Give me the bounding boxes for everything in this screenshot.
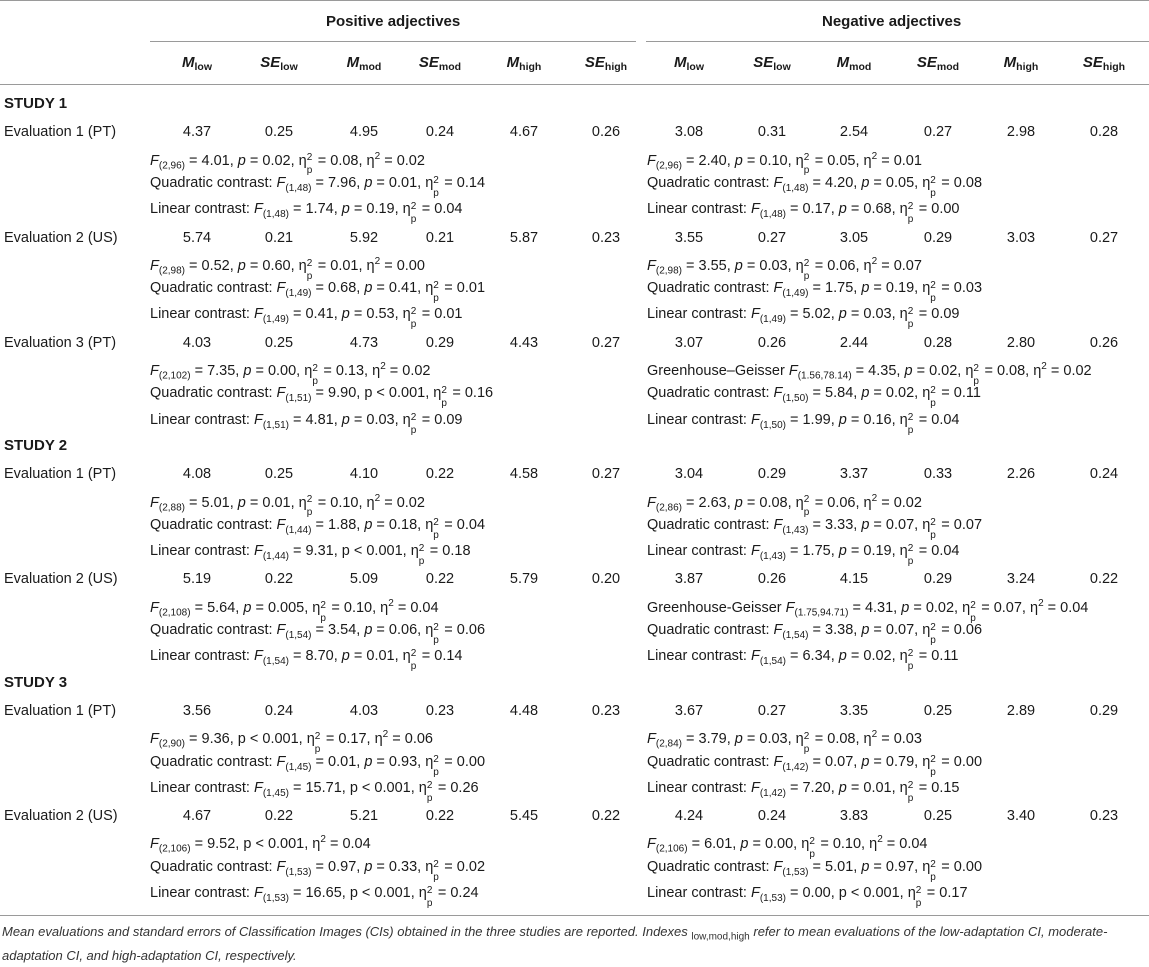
table-cell-value: 0.21 <box>425 229 455 246</box>
stat-test-negative: Linear contrast: $F_{(1,49)} = 5.02$, p = 0.03, η 2 p = 0.09 <box>647 306 960 331</box>
table-cell-value: 0.23 <box>1089 808 1119 825</box>
stat-test-positive: Linear contrast: $F_{(1,51)} = 4.81$, p = 0.03, η 2 p = 0.09 <box>150 411 463 436</box>
table-cell-value: 0.24 <box>1089 466 1119 483</box>
table-cell-value: 2.54 <box>839 124 869 141</box>
table-cell-value: 3.24 <box>1006 571 1036 588</box>
table-cell-value: 5.92 <box>349 229 379 246</box>
stat-test-positive: Quadratic contrast: $F_{(1,53)} = 0.97$, p = 0.33, η 2 p = 0.02 <box>150 858 486 883</box>
table-cell-value: 0.29 <box>923 571 953 588</box>
stat-test-positive: Quadratic contrast: $F_{(1,48)} = 7.96$, p = 0.01, η 2 p = 0.14 <box>150 174 486 199</box>
stat-test-negative: $F_{(2,86)} = 2.63$, p = 0.08, η 2 p = 0.06, $\eta^2 = 0.02$ <box>647 492 922 519</box>
stat-test-positive: Linear contrast: $F_{(1,49)} = 0.41$, p = 0.53, η 2 p = 0.01 <box>150 306 463 331</box>
table-cell-value: 0.23 <box>591 229 621 246</box>
table-cell-value: 4.03 <box>349 702 379 719</box>
column-header: $M_{mod}$ <box>836 54 872 73</box>
stat-test-positive: Linear contrast: $F_{(1,44)} = 9.31$, p < 0.001, η 2 p = 0.18 <box>150 543 471 568</box>
table-cell-value: 3.55 <box>674 229 704 246</box>
table-cell-value: 2.44 <box>839 334 869 351</box>
table-cell-value: 0.29 <box>1089 702 1119 719</box>
stat-test-positive: Quadratic contrast: $F_{(1,54)} = 3.54$, p = 0.06, η 2 p = 0.06 <box>150 622 486 646</box>
table-cell-value: 0.27 <box>757 229 787 246</box>
stat-test-negative: Greenhouse-Geisser $F_{(1.75,94.71)} = 4.31$, p = 0.02, η 2 p = 0.07, $\eta^2 = 0.04$ <box>647 597 1089 624</box>
table-cell-value: 0.25 <box>264 124 294 141</box>
column-header: $SE_{mod}$ <box>916 54 960 73</box>
table-cell-value: 3.37 <box>839 466 869 483</box>
table-cell-value: 3.67 <box>674 702 704 719</box>
table-cell-value: 0.23 <box>591 702 621 719</box>
table-cell-value: 0.24 <box>425 124 455 141</box>
table-cell-value: 5.09 <box>349 571 379 588</box>
stat-test-negative: Quadratic contrast: $F_{(1,50)} = 5.84$, p = 0.02, η 2 p = 0.11 <box>647 385 981 410</box>
table-cell-value: 4.43 <box>509 334 539 351</box>
stat-test-positive: $F_{(2,88)} = 5.01$, p = 0.01, η 2 p = 0.10, $\eta^2 = 0.02$ <box>150 492 425 519</box>
stat-test-negative: $F_{(2,106)} = 6.01$, p = 0.00, η 2 p = 0.10, $\eta^2 = 0.04$ <box>647 834 928 861</box>
top-rule <box>0 0 1149 1</box>
stat-test-positive: Quadratic contrast: $F_{(1,51)} = 9.90$, p < 0.001, η 2 p = 0.16 <box>150 385 494 410</box>
evaluation-label: Evaluation 2 (US) <box>4 571 118 588</box>
column-header: $SE_{high}$ <box>1082 54 1126 73</box>
stat-test-positive: Linear contrast: $F_{(1,48)} = 1.74$, p = 0.19, η 2 p = 0.04 <box>150 201 463 226</box>
table-cell-value: 4.37 <box>182 124 212 141</box>
table-cell-value: 4.95 <box>349 124 379 141</box>
evaluation-label: Evaluation 2 (US) <box>4 229 118 246</box>
table-cell-value: 0.22 <box>591 808 621 825</box>
table-cell-value: 3.40 <box>1006 808 1036 825</box>
table-cell-value: 3.04 <box>674 466 704 483</box>
study-heading: STUDY 2 <box>4 436 68 454</box>
table-cell-value: 0.29 <box>757 466 787 483</box>
column-header: $M_{high}$ <box>1003 54 1039 73</box>
table-cell-value: 0.26 <box>1089 334 1119 351</box>
table-cell-value: 0.25 <box>264 466 294 483</box>
table-cell-value: 0.24 <box>264 702 294 719</box>
stat-test-negative: Quadratic contrast: $F_{(1,53)} = 5.01$, p = 0.97, η 2 p = 0.00 <box>647 858 983 883</box>
table-cell-value: 2.89 <box>1006 702 1036 719</box>
table-cell-value: 0.29 <box>923 229 953 246</box>
table-cell-value: 3.05 <box>839 229 869 246</box>
table-cell-value: 0.23 <box>425 702 455 719</box>
table-cell-value: 4.73 <box>349 334 379 351</box>
column-header: $M_{low}$ <box>674 54 704 73</box>
column-header: $M_{low}$ <box>182 54 212 73</box>
stat-test-negative: Quadratic contrast: $F_{(1,48)} = 4.20$, p = 0.05, η 2 p = 0.08 <box>647 174 983 199</box>
stat-test-negative: Linear contrast: $F_{(1,43)} = 1.75$, p = 0.19, η 2 p = 0.04 <box>647 543 960 568</box>
stat-test-negative: Linear contrast: $F_{(1,54)} = 6.34$, p = 0.02, η 2 p = 0.11 <box>647 648 959 673</box>
table-cell-value: 4.08 <box>182 466 212 483</box>
stat-test-positive: Linear contrast: $F_{(1,53)} = 16.65$, p < 0.001, η 2 p = 0.24 <box>150 885 479 909</box>
table-cell-value: 4.67 <box>182 808 212 825</box>
stat-test-negative: $F_{(2,84)} = 3.79$, p = 0.03, η 2 p = 0.08, $\eta^2 = 0.03$ <box>647 729 922 756</box>
stat-test-negative: Quadratic contrast: $F_{(1,42)} = 0.07$, p = 0.79, η 2 p = 0.00 <box>647 753 983 778</box>
column-header: $SE_{high}$ <box>584 54 628 73</box>
stat-test-negative: Linear contrast: $F_{(1,50)} = 1.99$, p = 0.16, η 2 p = 0.04 <box>647 411 960 436</box>
table-cell-value: 0.22 <box>264 808 294 825</box>
stat-test-positive: $F_{(2,106)} = 9.52$, p < 0.001, $\eta^2 = 0.04$ <box>150 834 371 856</box>
table-cell-value: 5.21 <box>349 808 379 825</box>
group-header-positive: Positive adjectives <box>326 13 461 30</box>
study-heading: STUDY 1 <box>4 95 68 112</box>
stat-test-negative: $F_{(2,98)} = 3.55$, p = 0.03, η 2 p = 0.06, $\eta^2 = 0.07$ <box>647 255 922 282</box>
stat-test-negative: $F_{(2,96)} = 2.40$, p = 0.10, η 2 p = 0.05, $\eta^2 = 0.01$ <box>647 150 922 177</box>
table-cell-value: 3.03 <box>1006 229 1036 246</box>
column-header: $M_{high}$ <box>506 54 542 73</box>
table-cell-value: 3.87 <box>674 571 704 588</box>
stat-test-negative: Linear contrast: $F_{(1,48)} = 0.17$, p = 0.68, η 2 p = 0.00 <box>647 201 960 226</box>
table-cell-value: 0.28 <box>1089 124 1119 141</box>
table-cell-value: 4.10 <box>349 466 379 483</box>
table-cell-value: 0.27 <box>757 702 787 719</box>
table-cell-value: 5.19 <box>182 571 212 588</box>
table-cell-value: 4.03 <box>182 334 212 351</box>
stat-test-positive: Quadratic contrast: $F_{(1,45)} = 0.01$, p = 0.93, η 2 p = 0.00 <box>150 753 486 778</box>
table-cell-value: 5.74 <box>182 229 212 246</box>
evaluation-label: Evaluation 1 (PT) <box>4 466 117 483</box>
stat-test-positive: $F_{(2,102)} = 7.35$, p = 0.00, η 2 p = 0.13, $\eta^2 = 0.02$ <box>150 361 431 387</box>
table-cell-value: 3.35 <box>839 702 869 719</box>
table-cell-value: 0.27 <box>1089 229 1119 246</box>
group-header-negative: Negative adjectives <box>822 13 962 30</box>
study-heading: STUDY 3 <box>4 673 68 691</box>
evaluation-label: Evaluation 3 (PT) <box>4 334 117 351</box>
stat-test-positive: $F_{(2,96)} = 4.01$, p = 0.02, η 2 p = 0.08, $\eta^2 = 0.02$ <box>150 150 425 177</box>
table-cell-value: 0.22 <box>425 571 455 588</box>
table-cell-value: 4.48 <box>509 702 539 719</box>
table-cell-value: 0.31 <box>757 124 787 141</box>
table-footnote: Mean evaluations and standard errors of Classification Images (CIs) obtained in the three studies are reported. Indexes $_{low,mod,high}$ refer to mean evaluations of the low-adaptation CI, moderate-adaptation CI, and high-adaptation CI, respectively. <box>2 924 1108 963</box>
table-cell-value: 0.27 <box>591 334 621 351</box>
evaluation-label: Evaluation 1 (PT) <box>4 702 117 719</box>
table-cell-value: 0.22 <box>1089 571 1119 588</box>
group-rule-positive <box>150 41 636 42</box>
table-cell-value: 0.20 <box>591 571 621 588</box>
column-header: $SE_{low}$ <box>753 54 791 73</box>
table-cell-value: 4.58 <box>509 466 539 483</box>
table-cell-value: 0.27 <box>591 466 621 483</box>
table-cell-value: 5.45 <box>509 808 539 825</box>
table-cell-value: 0.26 <box>757 334 787 351</box>
group-rule-negative <box>646 41 1149 42</box>
table-cell-value: 0.33 <box>923 466 953 483</box>
stat-test-negative: Quadratic contrast: $F_{(1,49)} = 1.75$, p = 0.19, η 2 p = 0.03 <box>647 280 983 305</box>
table-cell-value: 3.56 <box>182 702 212 719</box>
table-cell-value: 0.27 <box>923 124 953 141</box>
table-cell-value: 2.26 <box>1006 466 1036 483</box>
table-cell-value: 0.25 <box>923 808 953 825</box>
table-cell-value: 0.26 <box>757 571 787 588</box>
table-cell-value: 0.25 <box>264 334 294 351</box>
column-header: $SE_{low}$ <box>260 54 298 73</box>
table-cell-value: 4.67 <box>509 124 539 141</box>
stat-test-negative: Linear contrast: $F_{(1,53)} = 0.00$, p < 0.001, η 2 p = 0.17 <box>647 885 968 909</box>
table-cell-value: 0.28 <box>923 334 953 351</box>
table-cell-value: 5.79 <box>509 571 539 588</box>
stat-test-positive: Linear contrast: $F_{(1,45)} = 15.71$, p < 0.001, η 2 p = 0.26 <box>150 779 479 804</box>
stat-test-negative: Quadratic contrast: $F_{(1,43)} = 3.33$, p = 0.07, η 2 p = 0.07 <box>647 516 983 541</box>
table-cell-value: 3.08 <box>674 124 704 141</box>
stat-test-negative: Greenhouse–Geisser $F_{(1.56,78.14)} = 4.35$, p = 0.02, η 2 p = 0.08, $\eta^2 = 0.02$ <box>647 361 1092 387</box>
stat-test-positive: Linear contrast: $F_{(1,54)} = 8.70$, p = 0.01, η 2 p = 0.14 <box>150 648 463 673</box>
table-cell-value: 0.22 <box>425 466 455 483</box>
table-cell-value: 0.29 <box>425 334 455 351</box>
stat-test-positive: Quadratic contrast: $F_{(1,49)} = 0.68$, p = 0.41, η 2 p = 0.01 <box>150 280 486 305</box>
stat-test-positive: Quadratic contrast: $F_{(1,44)} = 1.88$, p = 0.18, η 2 p = 0.04 <box>150 516 486 541</box>
table-cell-value: 4.15 <box>839 571 869 588</box>
table-cell-value: 2.80 <box>1006 334 1036 351</box>
stat-test-negative: Linear contrast: $F_{(1,42)} = 7.20$, p = 0.01, η 2 p = 0.15 <box>647 779 960 804</box>
table-cell-value: 3.83 <box>839 808 869 825</box>
stat-test-positive: $F_{(2,108)} = 5.64$, p = 0.005, η 2 p = 0.10, $\eta^2 = 0.04$ <box>150 597 439 624</box>
evaluation-label: Evaluation 1 (PT) <box>4 124 117 141</box>
table-cell-value: 3.07 <box>674 334 704 351</box>
stat-test-negative: Quadratic contrast: $F_{(1,54)} = 3.38$, p = 0.07, η 2 p = 0.06 <box>647 622 983 646</box>
table-cell-value: 0.24 <box>757 808 787 825</box>
stat-test-positive: $F_{(2,98)} = 0.52$, p = 0.60, η 2 p = 0.01, $\eta^2 = 0.00$ <box>150 255 425 282</box>
bottom-rule <box>0 915 1149 916</box>
table-cell-value: 0.22 <box>264 571 294 588</box>
column-header: $SE_{mod}$ <box>418 54 462 73</box>
stat-test-positive: $F_{(2,90)} = 9.36$, p < 0.001, η 2 p = 0.17, $\eta^2 = 0.06$ <box>150 729 433 756</box>
table-cell-value: 0.25 <box>923 702 953 719</box>
column-header: $M_{mod}$ <box>346 54 382 73</box>
table-cell-value: 0.26 <box>591 124 621 141</box>
table-cell-value: 0.21 <box>264 229 294 246</box>
evaluation-label: Evaluation 2 (US) <box>4 808 118 825</box>
table-cell-value: 4.24 <box>674 808 704 825</box>
table-cell-value: 5.87 <box>509 229 539 246</box>
header-rule <box>0 84 1149 85</box>
table-cell-value: 2.98 <box>1006 124 1036 141</box>
table-cell-value: 0.22 <box>425 808 455 825</box>
